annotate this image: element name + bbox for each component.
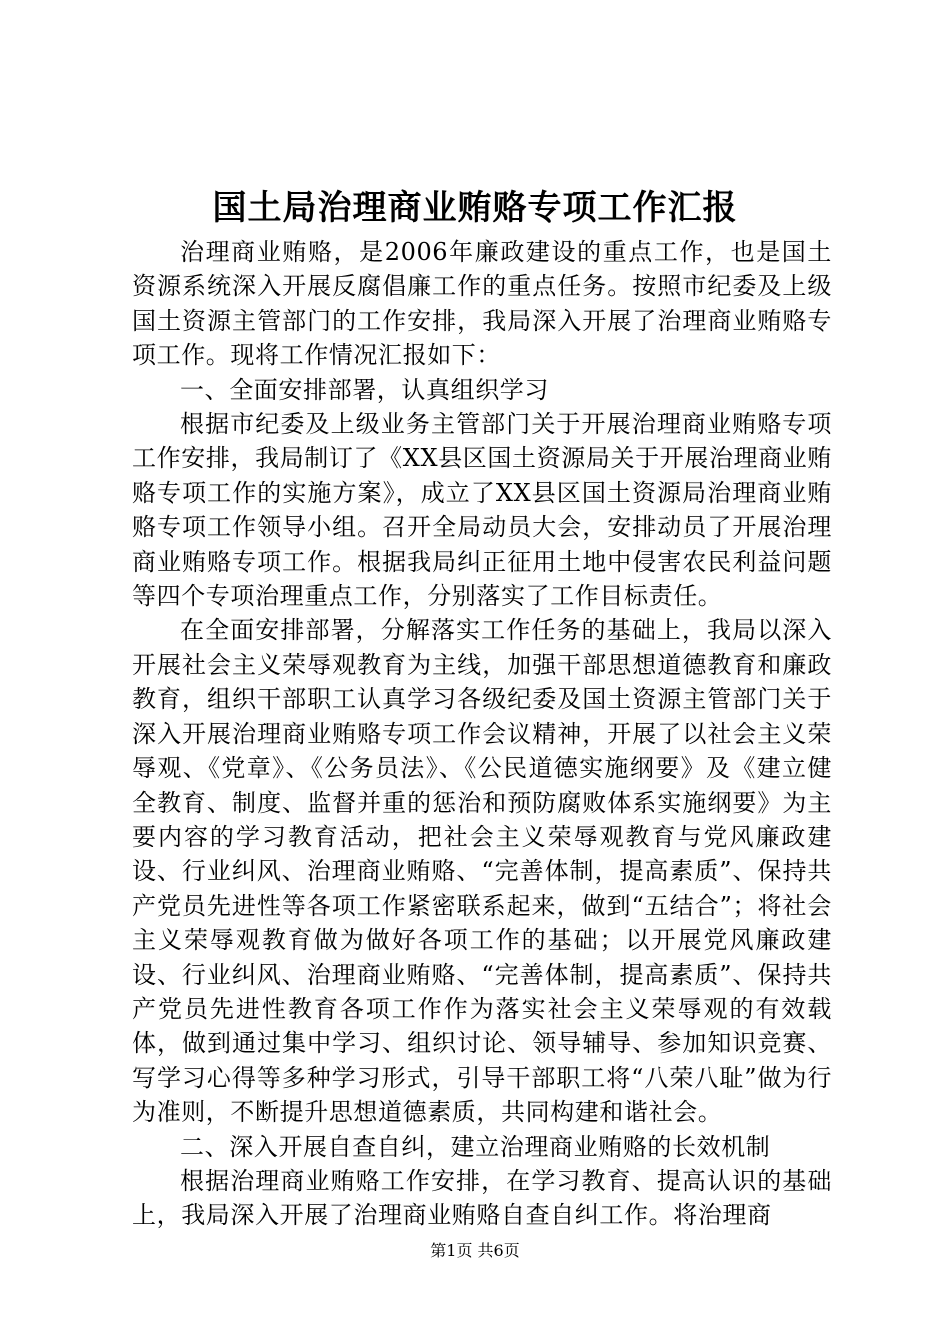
page-footer: 第1页 共6页 [430,1241,520,1260]
section-heading-2: 二、深入开展自查自纠，建立治理商业贿赂的长效机制 [180,1132,771,1161]
document-title: 国土局治理商业贿赂专项工作汇报 [212,188,738,228]
paragraph-3: 根据治理商业贿赂工作安排，在学习教育、提高认识的基础上，我局深入开展了治理商业贿赂自查自纠工作。将治理商 [132,1166,832,1230]
paragraph-intro: 治理商业贿赂，是2006年廉政建设的重点工作，也是国土资源系统深入开展反腐倡廉工作的重点任务。按照市纪委及上级国土资源主管部门的工作安排，我局深入开展了治理商业贿赂专项工作。现将工作情况汇报如下： [132,238,832,370]
paragraph-2: 在全面安排部署，分解落实工作任务的基础上，我局以深入开展社会主义荣辱观教育为主线，加强干部思想道德教育和廉政教育，组织干部职工认真学习各级纪委及国土资源主管部门关于深入开展治理商业贿赂专项工作会议精神，开展了以社会主义荣辱观、《党章》、《公务员法》、《公民道德实施纲要》及《建立健全教育、制度、监督并重的惩治和预防腐败体系实施纲要》为主要内容的学习教育活动，把社会主义荣辱观教育与党风廉政建设、行业纠风、治理商业贿赂、“完善体制，提高素质”、保持共产党员先进性等各项工作紧密联系起来，做到“五结合”；将社会主义荣辱观教育做为做好各项工作的基础；以开展党风廉政建设、行业纠风、治理商业贿赂、“完善体制，提高素质”、保持共产党员先进性教育各项工作作为落实社会主义荣辱观的有效载体，做到通过集中学习、组织讨论、领导辅导、参加知识竞赛、写学习心得等多种学习形式，引导干部职工将“八荣八耻”做为行为准则，不断提升思想道德素质，共同构建和谐社会。 [132,616,832,1127]
document-body [132,235,832,1233]
paragraph-1: 根据市纪委及上级业务主管部门关于开展治理商业贿赂专项工作安排，我局制订了《XX县区国土资源局关于开展治理商业贿赂专项工作的实施方案》，成立了XX县区国土资源局治理商业贿赂专项工作领导小组。召开全局动员大会，安排动员了开展治理商业贿赂专项工作。根据我局纠正征用土地中侵害农民利益问题等四个专项治理重点工作，分别落实了工作目标责任。 [132,410,832,611]
section-heading-1: 一、全面安排部署，认真组织学习 [180,375,549,404]
